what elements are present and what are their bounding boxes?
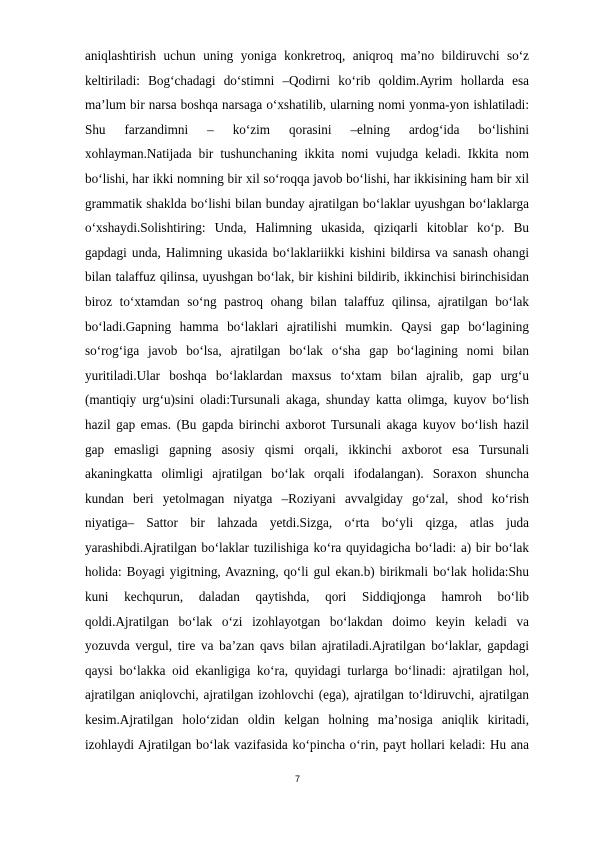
text-line: grammatik shaklda bo‘lishi bilan bunday ajratilgan bo‘laklar uyushgan bo‘laklarga <box>85 195 529 211</box>
text-line: akaningkatta olimligi ajratilgan bo‘lak orqali ifodalangan). Soraxon shuncha <box>85 466 529 482</box>
text-line: (mantiqiy urg‘u)sini oladi:Tursunali akaga, shunday katta olimga, kuyov bo‘lish <box>85 392 529 408</box>
text-line: gapdagi unda, Halimning ukasida bo‘laklariikki kishini bildirsa va sanash ohangi <box>85 244 529 260</box>
text-line: gap emasligi gapning asosiy qismi orqali, ikkinchi axborot esa Tursunali <box>85 441 529 457</box>
page-number: 7 <box>294 774 300 784</box>
text-line: yozuvda vergul, tire va ba’zan qavs bilan ajratiladi.Ajratilgan bo‘laklar, gapdagi <box>85 638 529 654</box>
text-line: niyatiga– Sattor bir lahzada yetdi.Sizga, o‘rta bo‘yli qizga, atlas juda <box>85 515 529 531</box>
text-line: xohlayman.Natijada bir tushunchaning ikkita nomi vujudga keladi. Ikkita nom <box>85 146 529 162</box>
text-line: yuritiladi.Ular boshqa bo‘laklardan maxsus to‘xtam bilan ajralib, gap urg‘u <box>85 367 529 383</box>
text-line: qaysi bo‘lakka oid ekanligiga ko‘ra, quyidagi turlarga bo‘linadi: ajratilgan hol, <box>85 662 529 678</box>
text-line: ma’lum bir narsa boshqa narsaga o‘xshatilib, ularning nomi yonma-yon ishlatiladi: <box>85 97 529 113</box>
text-line: keltiriladi: Bog‘chadagi do‘stimni –Qodirni ko‘rib qoldim.Ayrim hollarda esa <box>85 72 529 88</box>
text-line: izohlaydi Ajratilgan bo‘lak vazifasida ko‘pincha o‘rin, payt hollari keladi: Hu ana <box>85 736 529 752</box>
text-line: kesim.Ajratilgan holo‘zidan oldin kelgan holning ma’nosiga aniqlik kiritadi, <box>85 712 529 728</box>
text-line: kundan beri yetolmagan niyatga –Roziyani avvalgiday go‘zal, shod ko‘rish <box>85 490 529 506</box>
document-body <box>85 44 529 757</box>
text-line: hazil gap emas. (Bu gapda birinchi axborot Tursunali akaga kuyov bo‘lish hazil <box>85 416 529 432</box>
text-line: bo‘lishi, har ikki nomning bir xil so‘roqqa javob bo‘lishi, har ikkisining ham bir xil <box>85 170 529 186</box>
text-line: Shu farzandimni – ko‘zim qorasini –elning ardog‘ida bo‘lishini <box>85 121 529 137</box>
text-line: qoldi.Ajratilgan bo‘lak o‘zi izohlayotgan bo‘lakdan doimo keyin keladi va <box>85 613 529 629</box>
text-line: o‘xshaydi.Solishtiring: Unda, Halimning ukasida, qiziqarli kitoblar ko‘p. Bu <box>85 220 529 236</box>
text-line: aniqlashtirish uchun uning yoniga konkretroq, aniqroq ma’no bildiruvchi so‘z <box>85 48 529 63</box>
text-line: bo‘ladi.Gapning hamma bo‘laklari ajratilishi mumkin. Qaysi gap bo‘lagining <box>85 318 529 334</box>
text-line: bilan talaffuz qilinsa, uyushgan bo‘lak, bir kishini bildirib, ikkinchisi birinchisidan <box>85 269 529 285</box>
text-line: holida: Boyagi yigitning, Avazning, qo‘li gul ekan.b) birikmali bo‘lak holida:Shu <box>85 564 529 580</box>
text-line: biroz to‘xtamdan so‘ng pastroq ohang bilan talaffuz qilinsa, ajratilgan bo‘lak <box>85 293 529 309</box>
text-line: kuni kechqurun, daladan qaytishda, qori Siddiqjonga hamroh bo‘lib <box>85 589 529 605</box>
text-line: yarashibdi.Ajratilgan bo‘laklar tuzilishiga ko‘ra quyidagicha bo‘ladi: a) bir bo‘lak <box>85 539 529 555</box>
text-line: so‘rog‘iga javob bo‘lsa, ajratilgan bo‘lak o‘sha gap bo‘lagining nomi bilan <box>85 343 529 359</box>
text-line: ajratilgan aniqlovchi, ajratilgan izohlovchi (ega), ajratilgan to‘ldiruvchi, ajratilgan <box>85 687 529 703</box>
